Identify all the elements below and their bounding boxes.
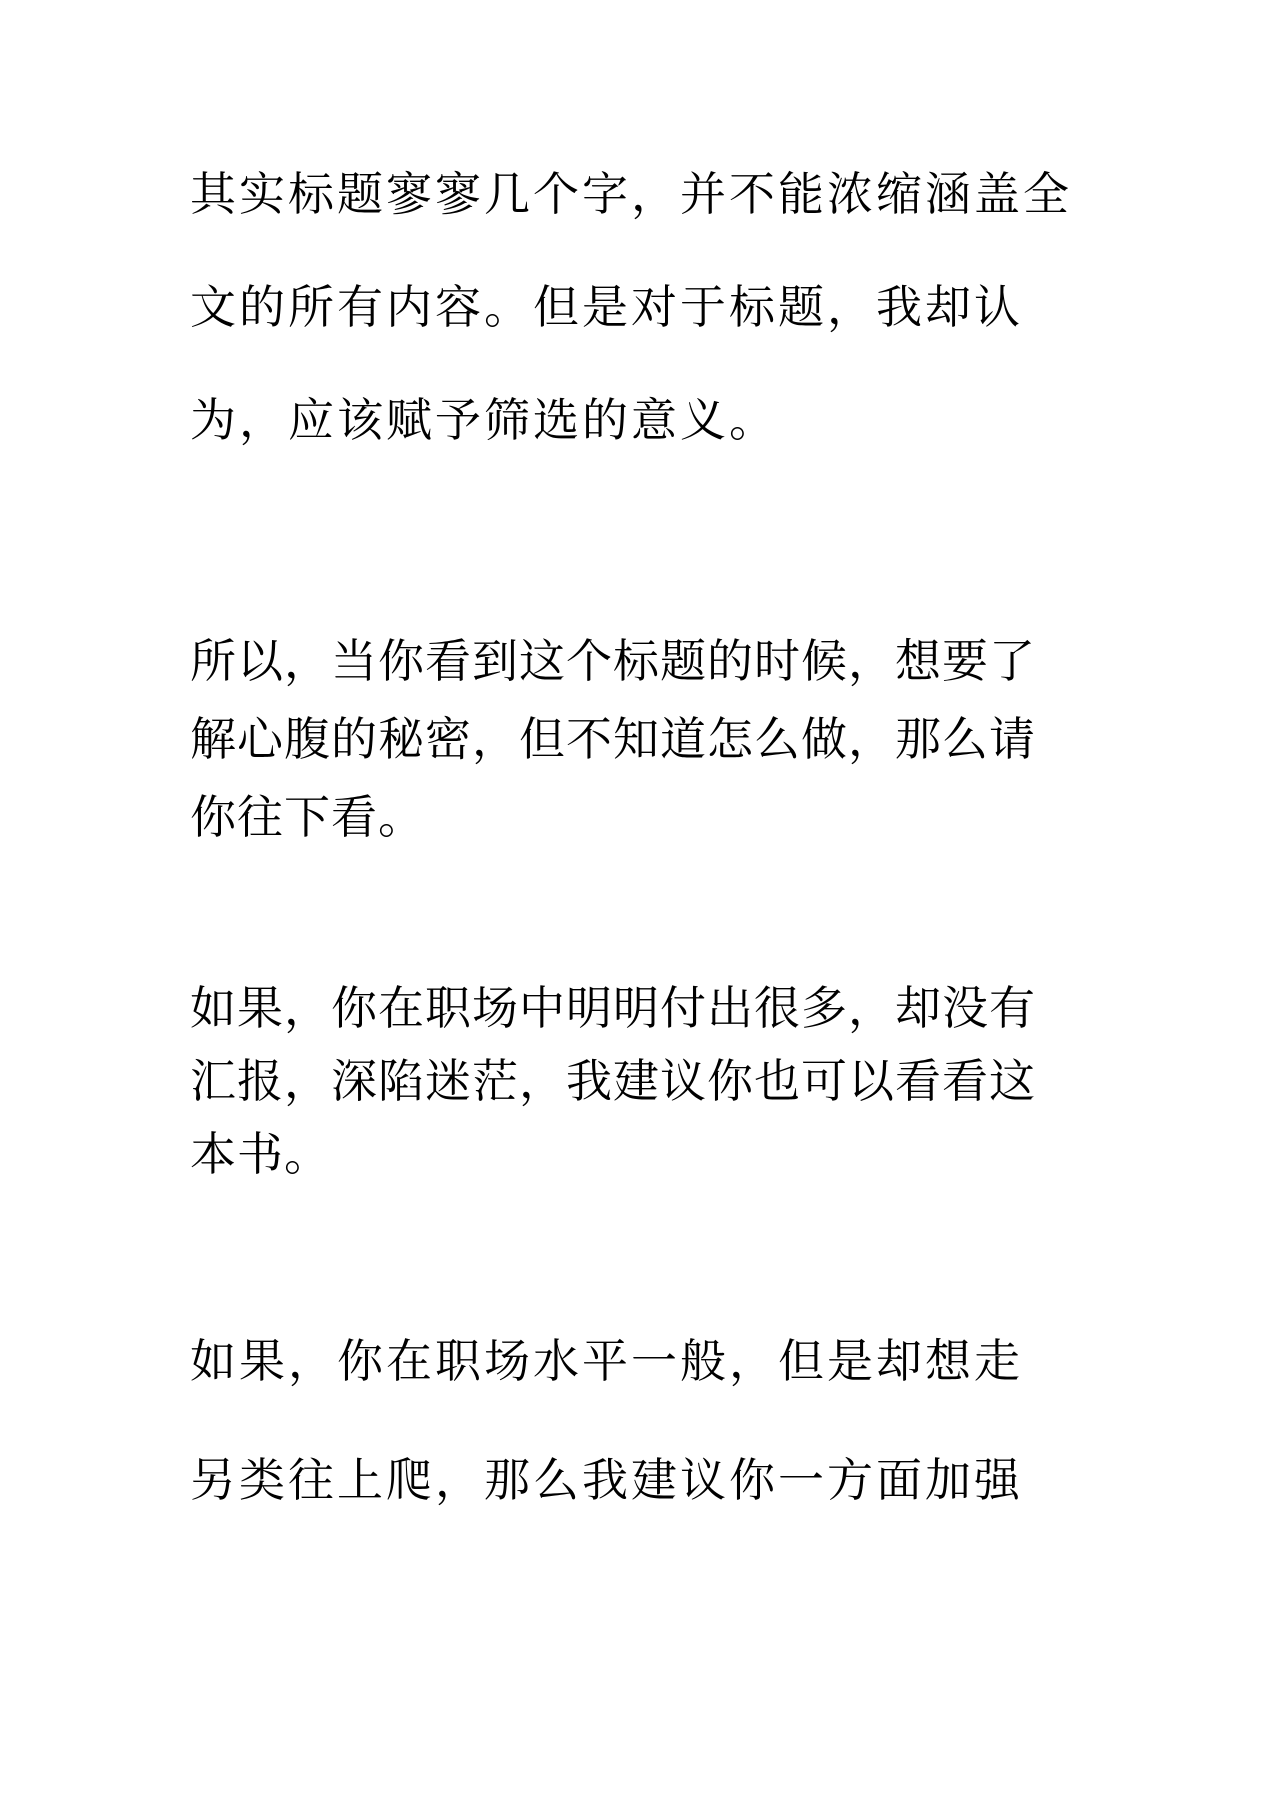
text-line: 为，应该赋予筛选的意义。 <box>190 393 778 447</box>
text-line: 如果，你在职场水平一般，但是却想走 <box>190 1334 1023 1388</box>
text-line: 所以，当你看到这个标题的时候，想要了 <box>190 634 1036 688</box>
text-line: 另类往上爬，那么我建议你一方面加强 <box>190 1453 1023 1507</box>
text-line: 本书。 <box>190 1127 331 1181</box>
text-line: 文的所有内容。但是对于标题，我却认 <box>190 280 1023 334</box>
text-line: 如果，你在职场中明明付出很多，却没有 <box>190 981 1036 1035</box>
text-line: 其实标题寥寥几个字，并不能浓缩涵盖全 <box>190 167 1072 221</box>
text-line: 汇报，深陷迷茫，我建议你也可以看看这 <box>190 1054 1036 1108</box>
text-line: 解心腹的秘密，但不知道怎么做，那么请 <box>190 712 1036 766</box>
text-line: 你往下看。 <box>190 790 425 844</box>
